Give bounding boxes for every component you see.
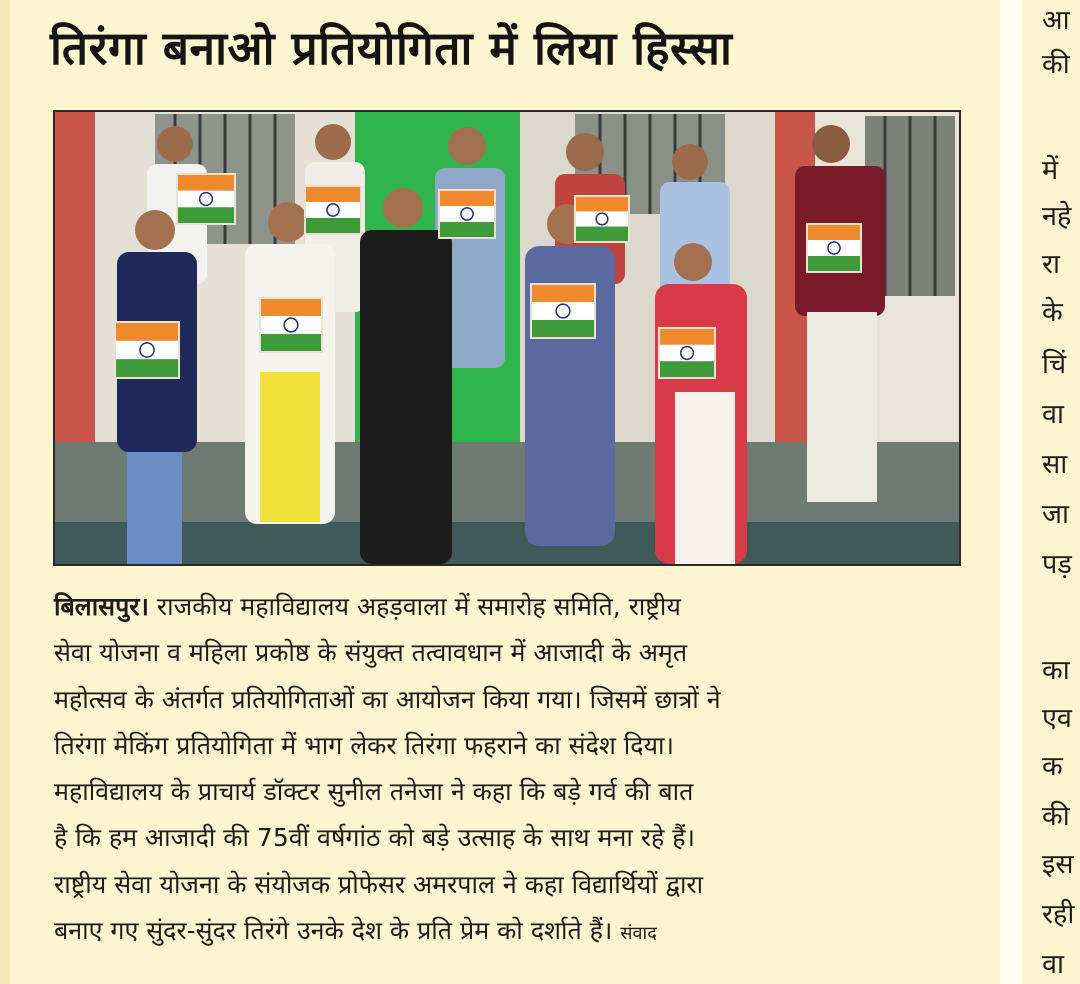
headline: तिरंगा बनाओ प्रतियोगिता में लिया हिस्सा	[50, 21, 733, 75]
article-line-6: है कि हम आजादी की 75वीं वर्षगांठ को बड़े उत्साह के साथ मना रहे हैं।	[54, 823, 695, 853]
article-line-8-text: बनाए गए सुंदर-सुंदर तिरंगे उनके देश के प्रति प्रेम को दर्शाते हैं।	[54, 916, 613, 946]
column-separator	[1000, 0, 1022, 984]
flag-icon	[439, 190, 495, 238]
page-gutter	[0, 0, 10, 984]
side-fragment: चिं	[1042, 349, 1067, 380]
side-fragment: रही	[1042, 899, 1075, 930]
side-fragment: के	[1042, 297, 1063, 328]
article-line-7: राष्ट्रीय सेवा योजना के संयोजक प्रोफेसर अमरपाल ने कहा विद्यार्थियों द्वारा	[54, 869, 704, 899]
news-photo	[53, 110, 961, 566]
article-line-1	[54, 584, 974, 630]
flag-icon	[260, 298, 322, 352]
side-fragment: में	[1042, 155, 1059, 186]
side-fragment: जा	[1042, 499, 1070, 530]
side-fragment: की	[1042, 49, 1070, 80]
flag-icon	[177, 174, 235, 224]
flag-icon	[807, 224, 861, 272]
flag-icon	[575, 196, 629, 242]
side-fragment: का	[1042, 655, 1070, 686]
side-fragment: आ	[1042, 5, 1070, 36]
side-fragment: क	[1042, 751, 1063, 782]
article-line-2: सेवा योजना व महिला प्रकोष्ठ के संयुक्त तत्वावधान में आजादी के अमृत	[54, 638, 688, 668]
side-fragment: वा	[1042, 949, 1065, 980]
side-fragment: पड़	[1042, 549, 1072, 580]
adjacent-column-fragment	[1042, 0, 1080, 984]
side-fragment: एव	[1042, 703, 1072, 734]
side-fragment: सा	[1042, 449, 1068, 480]
flag-icon	[115, 322, 179, 378]
article-body	[54, 584, 974, 957]
side-fragment: वा	[1042, 399, 1065, 430]
side-fragment: की	[1042, 801, 1070, 832]
side-fragment: इस	[1042, 849, 1074, 880]
article-line-4: तिरंगा मेकिंग प्रतियोगिता में भाग लेकर तिरंगा फहराने का संदेश दिया।	[54, 730, 674, 760]
flag-icon	[659, 328, 715, 378]
side-fragment: रा	[1042, 249, 1061, 280]
credit: संवाद	[620, 923, 657, 945]
article-line-5: महाविद्यालय के प्राचार्य डॉक्टर सुनील तनेजा ने कहा कि बड़े गर्व की बात	[54, 777, 694, 807]
flag-icon	[305, 186, 361, 234]
article-line-3: महोत्सव के अंतर्गत प्रतियोगिताओं का आयोजन किया गया। जिसमें छात्रों ने	[54, 684, 721, 714]
article-line-1-text: राजकीय महाविद्यालय अहड़वाला में समारोह समिति, राष्ट्रीय	[148, 592, 681, 621]
article-line-8	[54, 908, 974, 957]
flag-icon	[531, 284, 595, 338]
dateline: बिलासपुर।	[54, 592, 149, 621]
side-fragment: नहे	[1042, 201, 1072, 232]
